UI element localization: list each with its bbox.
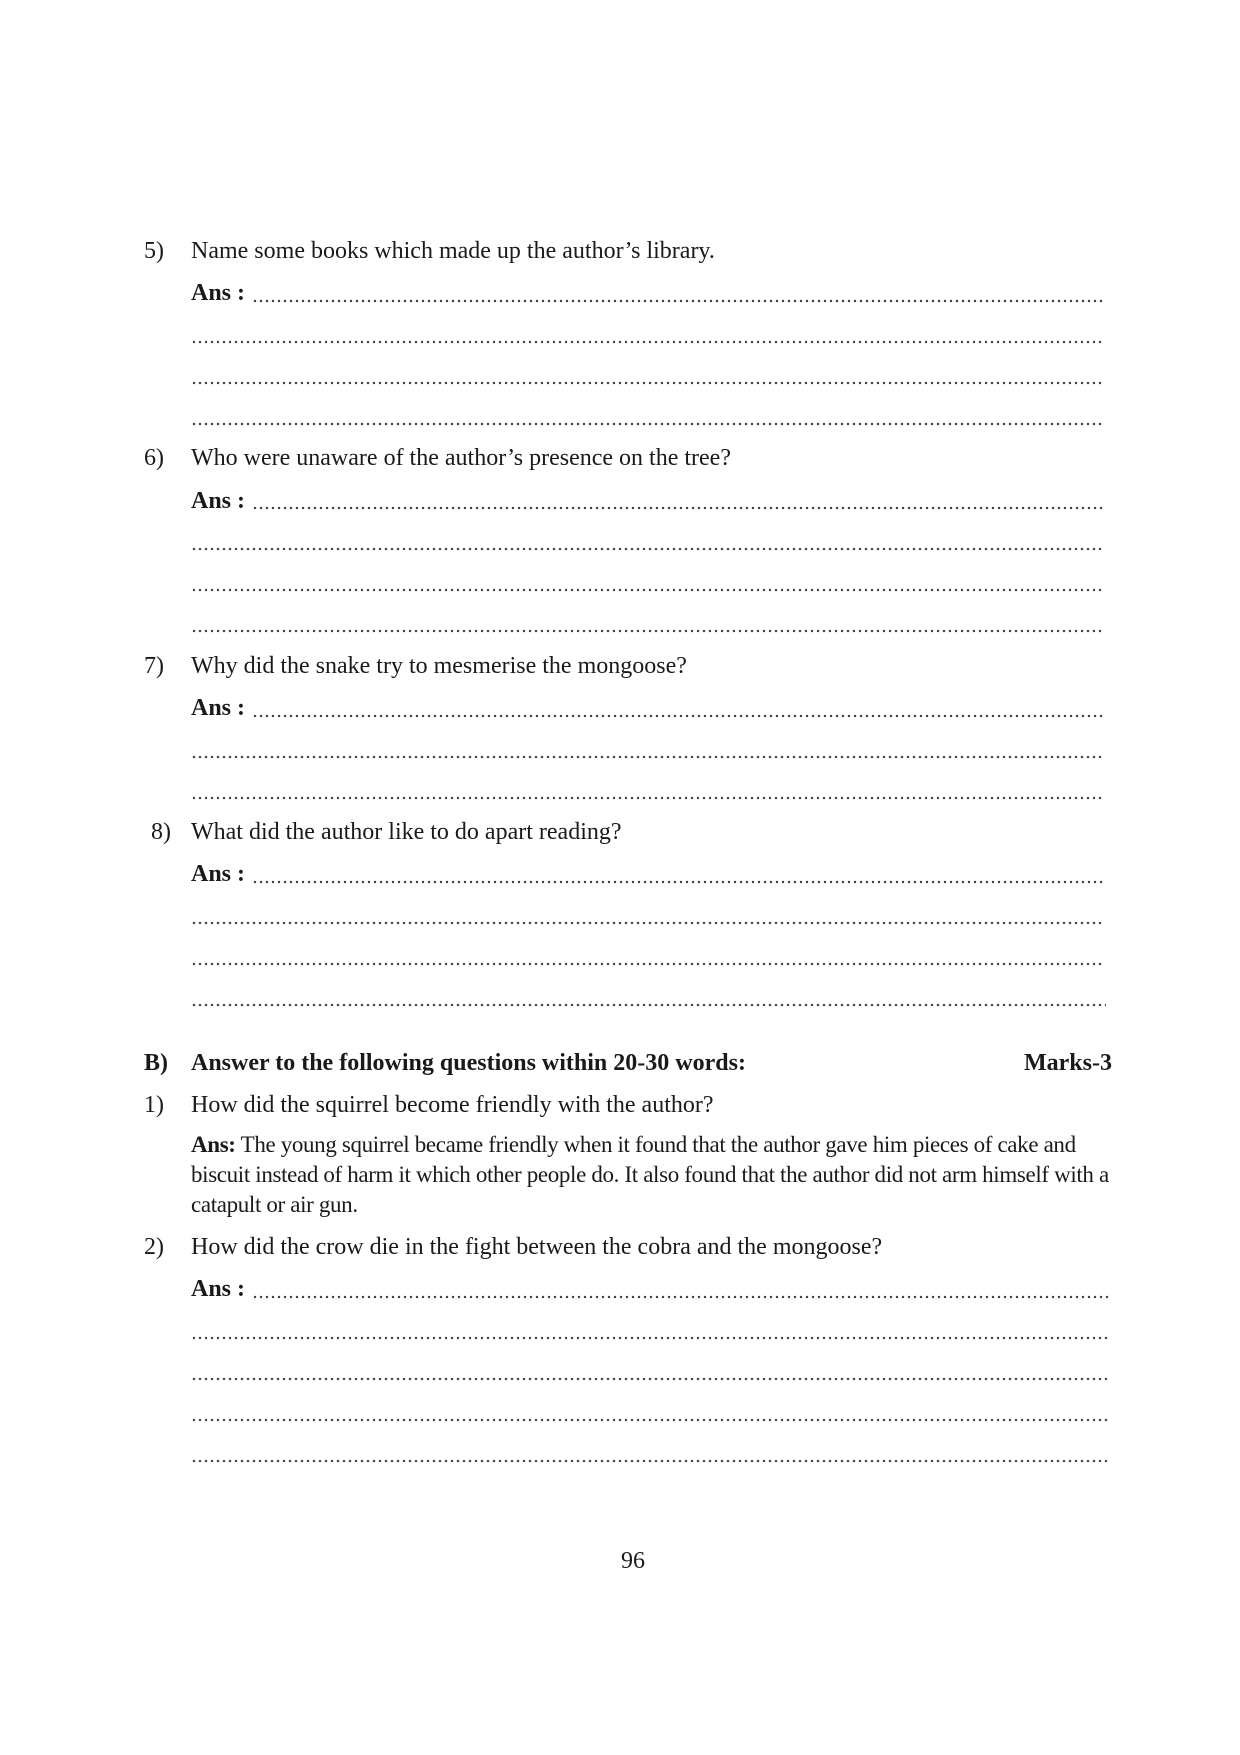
- answer-label: Ans:: [191, 1132, 236, 1157]
- question-text: How did the squirrel become friendly with the author?: [191, 1092, 714, 1118]
- answer-label: Ans :: [191, 695, 246, 721]
- answer-line[interactable]: [191, 1377, 1109, 1381]
- page-number: 96: [621, 1548, 645, 1574]
- answer-paragraph: [191, 1130, 1126, 1220]
- section-marks: Marks-3: [1024, 1050, 1112, 1076]
- answer-line[interactable]: [191, 588, 1103, 592]
- answer-line[interactable]: [191, 629, 1103, 633]
- answer-line[interactable]: [252, 880, 1103, 884]
- answer-line[interactable]: [191, 962, 1103, 966]
- question-text: Name some books which made up the author’s library.: [191, 238, 715, 264]
- section-heading: Answer to the following questions within 20-30 words:: [191, 1050, 746, 1076]
- question-text: Who were unaware of the author’s presence on the tree?: [191, 445, 731, 471]
- question-number: 8): [151, 819, 171, 845]
- question-number: 2): [144, 1234, 164, 1260]
- answer-line[interactable]: [191, 381, 1103, 385]
- answer-line[interactable]: [191, 921, 1103, 925]
- answer-line[interactable]: [191, 796, 1103, 800]
- answer-line[interactable]: [191, 1003, 1106, 1007]
- question-number: 1): [144, 1092, 164, 1118]
- answer-line[interactable]: [252, 1295, 1109, 1299]
- answer-text: The young squirrel became friendly when it found that the author gave him pieces of cake and biscuit instead of harm it which other people do. It also found that the author did not arm himself with a catapult or air gun.: [191, 1132, 1109, 1217]
- question-text: What did the author like to do apart reading?: [191, 819, 622, 845]
- answer-line[interactable]: [191, 1336, 1109, 1340]
- answer-label: Ans :: [191, 1276, 246, 1302]
- answer-line[interactable]: [191, 1459, 1109, 1463]
- answer-label: Ans :: [191, 861, 246, 887]
- question-text: How did the crow die in the fight between the cobra and the mongoose?: [191, 1234, 883, 1260]
- question-number: 5): [144, 238, 164, 264]
- answer-line[interactable]: [191, 422, 1103, 426]
- answer-line[interactable]: [191, 547, 1103, 551]
- answer-line[interactable]: [191, 340, 1103, 344]
- answer-label: Ans :: [191, 280, 246, 306]
- question-text: Why did the snake try to mesmerise the mongoose?: [191, 653, 687, 679]
- question-number: 6): [144, 445, 164, 471]
- answer-line[interactable]: [252, 299, 1103, 303]
- answer-label: Ans :: [191, 488, 246, 514]
- answer-line[interactable]: [252, 506, 1103, 510]
- answer-line[interactable]: [191, 755, 1103, 759]
- answer-line[interactable]: [252, 714, 1103, 718]
- question-number: 7): [144, 653, 164, 679]
- section-label: B): [144, 1050, 168, 1076]
- answer-line[interactable]: [191, 1418, 1109, 1422]
